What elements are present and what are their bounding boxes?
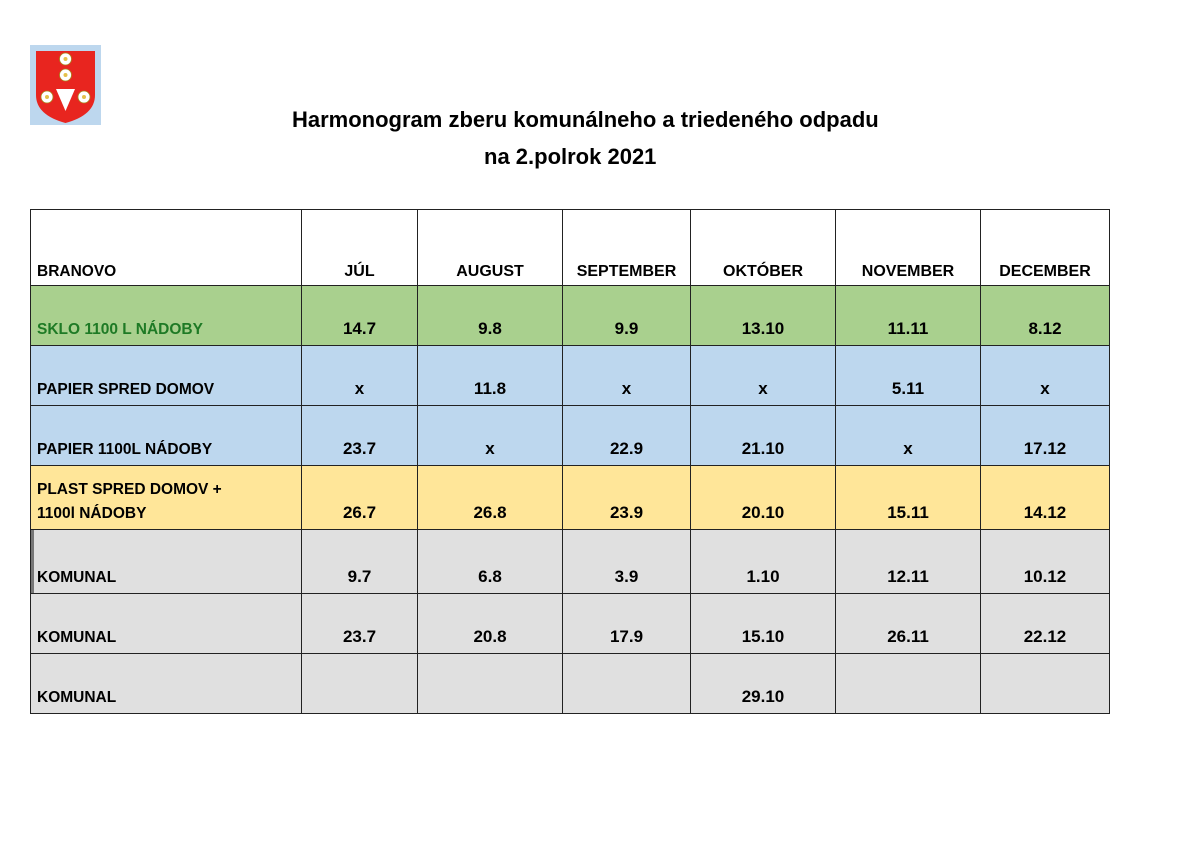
date-cell: 22.12 (981, 594, 1110, 654)
date-cell (302, 654, 418, 714)
date-cell: 26.7 (302, 466, 418, 530)
date-cell: 15.11 (836, 466, 981, 530)
table-row (31, 406, 1110, 466)
row-label: KOMUNAL (31, 594, 302, 654)
row-label: PAPIER 1100L NÁDOBY (31, 406, 302, 466)
row-label: KOMUNAL (31, 654, 302, 714)
date-cell: 14.7 (302, 286, 418, 346)
date-cell: x (302, 346, 418, 406)
page-title: Harmonogram zberu komunálneho a triedeného odpadu (292, 107, 879, 132)
row-label (31, 466, 302, 530)
table-row (31, 530, 1110, 594)
row-label-line: PLAST SPRED DOMOV + (37, 481, 222, 498)
header-location: BRANOVO (31, 210, 302, 286)
date-cell: 9.7 (302, 530, 418, 594)
header-month: NOVEMBER (836, 210, 981, 286)
date-cell: 26.11 (836, 594, 981, 654)
collection-schedule-table (30, 209, 1110, 714)
date-cell: 11.8 (418, 346, 563, 406)
table-row (31, 654, 1110, 714)
header-month: OKTÓBER (691, 210, 836, 286)
row-label: PAPIER SPRED DOMOV (31, 346, 302, 406)
date-cell: 5.11 (836, 346, 981, 406)
header-month: AUGUST (418, 210, 563, 286)
header-month: JÚL (302, 210, 418, 286)
date-cell: x (418, 406, 563, 466)
date-cell: 21.10 (691, 406, 836, 466)
date-cell: 3.9 (563, 530, 691, 594)
row-label: KOMUNAL (31, 530, 302, 594)
date-cell: 9.8 (418, 286, 563, 346)
date-cell: 20.8 (418, 594, 563, 654)
date-cell: x (563, 346, 691, 406)
date-cell (418, 654, 563, 714)
date-cell: 23.7 (302, 406, 418, 466)
date-cell: 15.10 (691, 594, 836, 654)
date-cell: 6.8 (418, 530, 563, 594)
date-cell: 29.10 (691, 654, 836, 714)
table-row (31, 466, 1110, 530)
date-cell: 22.9 (563, 406, 691, 466)
header-month: SEPTEMBER (563, 210, 691, 286)
date-cell: x (691, 346, 836, 406)
date-cell: 9.9 (563, 286, 691, 346)
date-cell: 12.11 (836, 530, 981, 594)
date-cell: 23.9 (563, 466, 691, 530)
date-cell (836, 654, 981, 714)
date-cell: 14.12 (981, 466, 1110, 530)
date-cell: x (981, 346, 1110, 406)
date-cell: 23.7 (302, 594, 418, 654)
date-cell: 10.12 (981, 530, 1110, 594)
date-cell: 8.12 (981, 286, 1110, 346)
date-cell (981, 654, 1110, 714)
date-cell: 13.10 (691, 286, 836, 346)
date-cell: 26.8 (418, 466, 563, 530)
date-cell (563, 654, 691, 714)
header-month: DECEMBER (981, 210, 1110, 286)
date-cell: 17.9 (563, 594, 691, 654)
header-row (31, 210, 1110, 286)
date-cell: 11.11 (836, 286, 981, 346)
row-label: SKLO 1100 L NÁDOBY (31, 286, 302, 346)
date-cell: 1.10 (691, 530, 836, 594)
table-row (31, 594, 1110, 654)
date-cell: x (836, 406, 981, 466)
table-row (31, 346, 1110, 406)
page-subtitle: na 2.polrok 2021 (484, 144, 657, 169)
table-row (31, 286, 1110, 346)
date-cell: 17.12 (981, 406, 1110, 466)
date-cell: 20.10 (691, 466, 836, 530)
row-label-line: 1100l NÁDOBY (37, 505, 147, 522)
